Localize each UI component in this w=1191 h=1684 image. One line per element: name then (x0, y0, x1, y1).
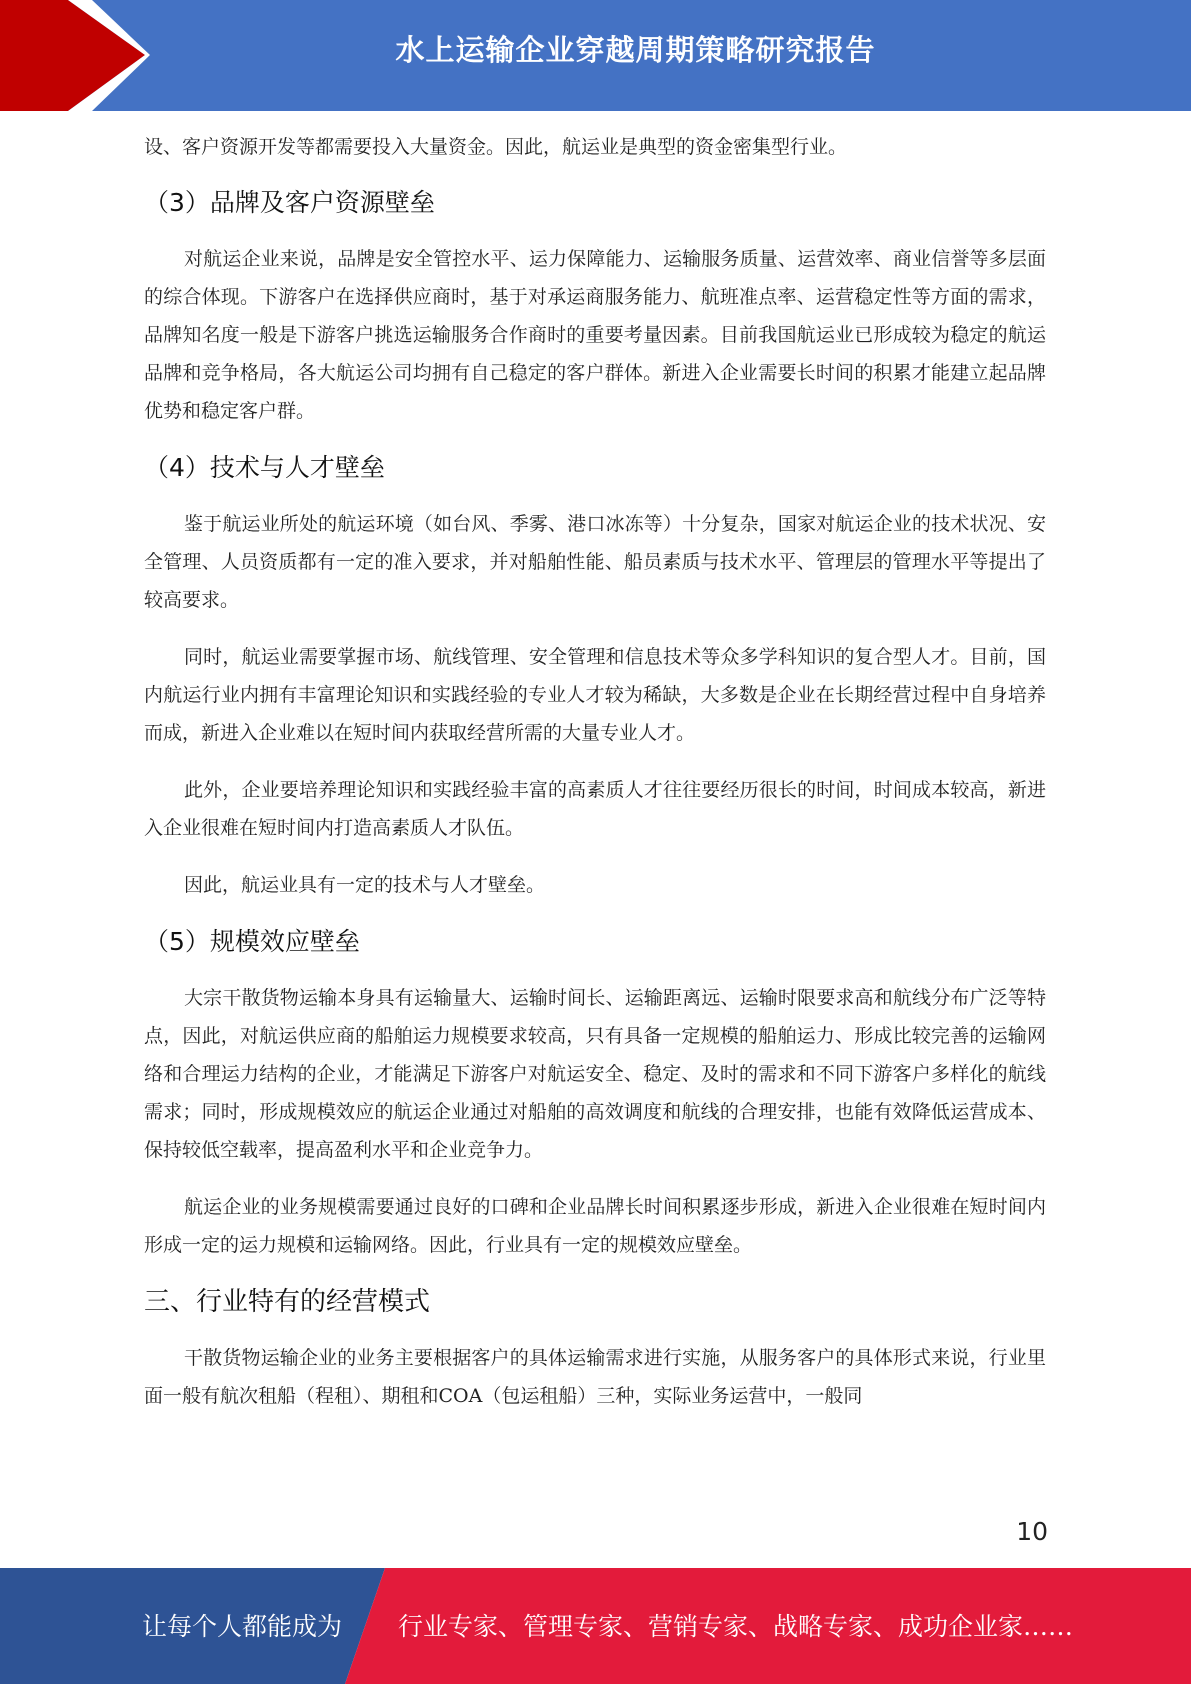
page-footer (0, 1568, 1191, 1684)
paragraph-tech-4: 因此，航运业具有一定的技术与人才壁垒。 (184, 874, 546, 896)
paragraph-capital-intensive: 设、客户资源开发等都需要投入大量资金。因此，航运业是典型的资金密集型行业。 (144, 136, 848, 158)
section-heading-business-mode: 三、行业特有的经营模式 (144, 1287, 431, 1317)
heading-brand-barrier: （3）品牌及客户资源壁垒 (144, 188, 435, 217)
footer-slogan-left: 让每个人都能成为 (142, 1612, 343, 1641)
paragraph-tech-3: 此外，企业要培养理论知识和实践经验丰富的高素质人才往往要经历很长的时间，时间成本较高，新进入企业很难在短时间内打造高素质人才队伍。 (144, 779, 1046, 839)
footer-slogan-right: 行业专家、管理专家、营销专家、战略专家、成功企业家…… (398, 1612, 1074, 1641)
heading-tech-talent-barrier: （4）技术与人才壁垒 (144, 453, 385, 482)
paragraph-scale-1: 大宗干散货物运输本身具有运输量大、运输时间长、运输距离远、运输时限要求高和航线分布广泛等特点，因此，对航运供应商的船舶运力规模要求较高，只有具备一定规模的船舶运力、形成比较完善的运输网络和合理运力结构的企业，才能满足下游客户对航运安全、稳定、及时的需求和不同下游客户多样化的航线需求；同时，形成规模效应的航运企业通过对船舶的高效调度和航线的合理安排，也能有效降低运营成本、保持较低空载率，提高盈利水平和企业竞争力。 (144, 987, 1046, 1161)
main-content (144, 128, 1046, 1415)
paragraph-tech-2: 同时，航运业需要掌握市场、航线管理、安全管理和信息技术等众多学科知识的复合型人才。目前，国内航运行业内拥有丰富理论知识和实践经验的专业人才较为稀缺，大多数是企业在长期经营过程中自身培养而成，新进入企业难以在短时间内获取经营所需的大量专业人才。 (144, 646, 1046, 744)
page-number: 10 (1016, 1517, 1048, 1546)
paragraph-business-mode: 干散货物运输企业的业务主要根据客户的具体运输需求进行实施，从服务客户的具体形式来说，行业里面一般有航次租船（程租）、期租和COA（包运租船）三种，实际业务运营中，一般同 (144, 1347, 1046, 1407)
page-header (0, 0, 1191, 111)
paragraph-brand-barrier: 对航运企业来说，品牌是安全管控水平、运力保障能力、运输服务质量、运营效率、商业信誉等多层面的综合体现。下游客户在选择供应商时，基于对承运商服务能力、航班准点率、运营稳定性等方面的需求，品牌知名度一般是下游客户挑选运输服务合作商时的重要考量因素。目前我国航运业已形成较为稳定的航运品牌和竞争格局，各大航运公司均拥有自己稳定的客户群体。新进入企业需要长时间的积累才能建立起品牌优势和稳定客户群。 (144, 248, 1046, 422)
paragraph-scale-2: 航运企业的业务规模需要通过良好的口碑和企业品牌长时间积累逐步形成，新进入企业很难在短时间内形成一定的运力规模和运输网络。因此，行业具有一定的规模效应壁垒。 (144, 1196, 1046, 1256)
paragraph-tech-1: 鉴于航运业所处的航运环境（如台风、季雾、港口冰冻等）十分复杂，国家对航运企业的技术状况、安全管理、人员资质都有一定的准入要求，并对船舶性能、船员素质与技术水平、管理层的管理水平等提出了较高要求。 (144, 513, 1046, 611)
heading-scale-barrier: （5）规模效应壁垒 (144, 927, 360, 956)
report-title: 水上运输企业穿越周期策略研究报告 (395, 33, 876, 67)
